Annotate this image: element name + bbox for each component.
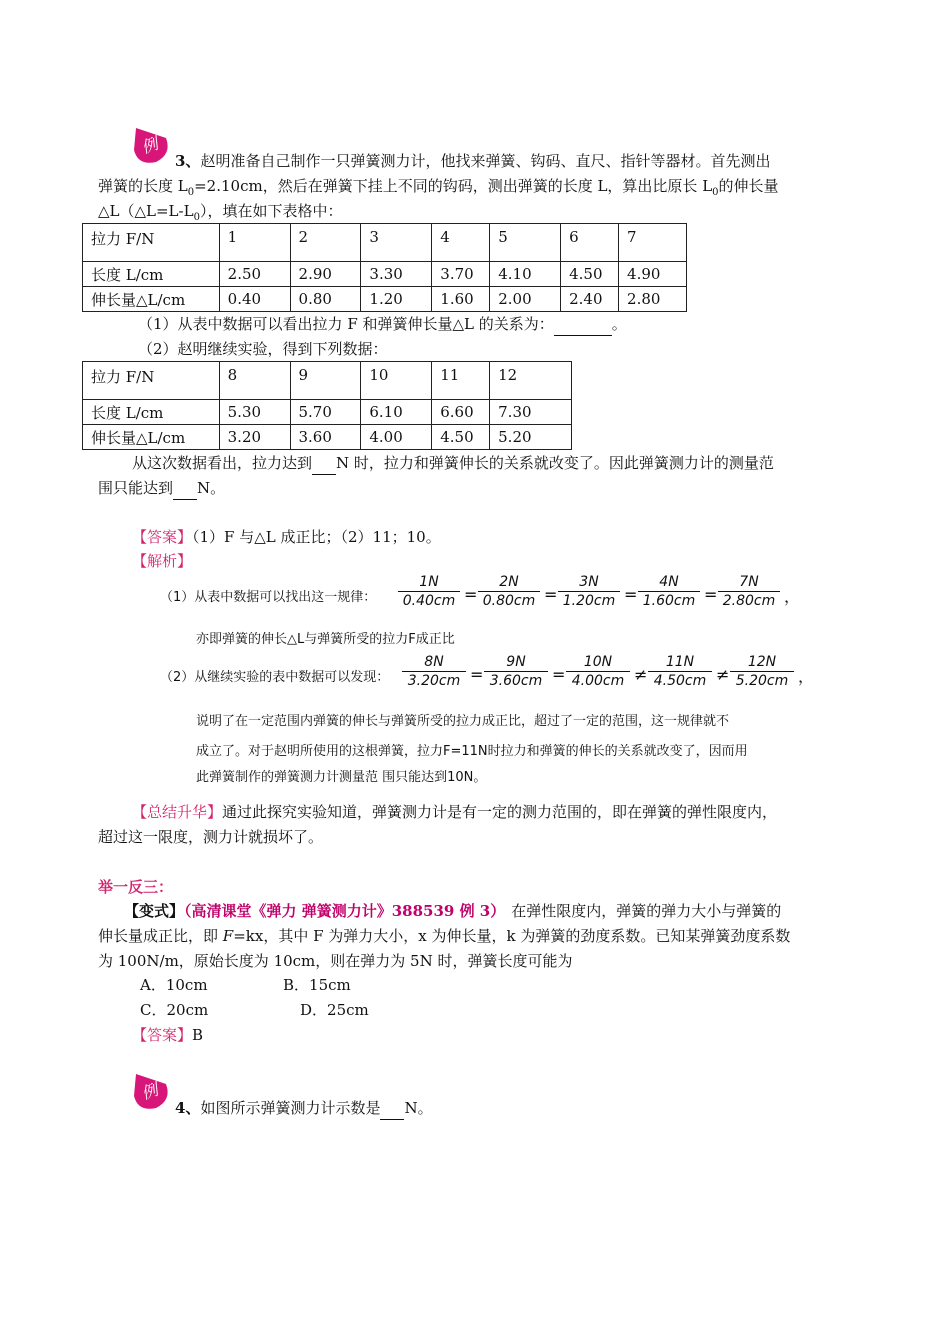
table-cell: 2.00: [490, 287, 561, 312]
table-cell: 4: [432, 224, 490, 262]
analysis-p2-label: （2）从继续实验的表中数据可以发现：: [160, 670, 390, 685]
denominator: 5.20cm: [735, 673, 789, 689]
numerator: 3N: [558, 574, 620, 592]
table-cell: 0.80: [290, 287, 361, 312]
ex3-line3-sub: 0: [193, 212, 200, 223]
fraction: [402, 654, 466, 689]
example-badge-icon: [130, 1070, 172, 1112]
ex3-line3a: △L（△L=L-L: [98, 202, 194, 220]
table-cell: 1: [219, 224, 290, 262]
q1-end: 。: [611, 315, 627, 333]
table-cell: 拉力 F/N: [83, 224, 220, 262]
variant-answer-label: 【答案】: [132, 1026, 193, 1044]
table-cell: 0.40: [219, 287, 290, 312]
ex3-line1-text: 赵明准备自己制作一只弹簧测力计，他找来弹簧、钩码、直尺、指针等器材。首先测出: [200, 152, 771, 170]
ex3-line2b: =2.10cm，然后在弹簧下挂上不同的钩码，测出弹簧的长度 L，算出比原长 L: [194, 177, 713, 195]
comma: ，: [784, 587, 801, 606]
table-cell: 6.10: [361, 400, 432, 425]
example-badge-text: 例: [139, 133, 161, 158]
table-cell: 4.50: [561, 262, 619, 287]
table-cell: 4.90: [619, 262, 687, 287]
variant-line1: [124, 900, 781, 922]
table-cell: 拉力 F/N: [83, 362, 220, 400]
variant-line1-text: 在弹性限度内，弹簧的弹力大小与弹簧的: [511, 902, 782, 920]
answer-blank[interactable]: [173, 477, 197, 500]
analysis-p1-label: （1）从表中数据可以找出这一规律：: [160, 590, 377, 605]
fraction: [558, 574, 620, 609]
denominator: 3.60cm: [489, 673, 543, 689]
after-d: N。: [197, 479, 226, 497]
table-row: [83, 224, 687, 262]
after-a: 从这次数据看出，拉力达到: [132, 454, 313, 472]
equals-sign: =: [704, 585, 718, 604]
ex3-line3b: ），填在如下表格中：: [199, 202, 343, 220]
ex3-line2-sub0: 0: [187, 187, 195, 198]
answer-blank[interactable]: [554, 313, 612, 336]
table-cell: 7: [619, 224, 687, 262]
option-d[interactable]: D．25cm: [300, 1001, 369, 1019]
table-cell: 10: [361, 362, 432, 400]
numerator: 4N: [638, 574, 700, 592]
table-cell: 12: [490, 362, 572, 400]
table-cell: 2.40: [561, 287, 619, 312]
ex3-summary-line2: [98, 826, 323, 848]
analysis-p2-line2: 说明了在一定范围内弹簧的伸长与弹簧所受的拉力成正比，超过了一定的范围，这一规律就不: [196, 714, 730, 729]
denominator: 0.40cm: [402, 593, 456, 609]
table-cell: 6: [561, 224, 619, 262]
variant-line2a: 伸长量成正比，即: [98, 927, 223, 945]
ex3-line2-sub1: 0: [712, 187, 719, 198]
option-b[interactable]: B．15cm: [283, 976, 351, 994]
table-cell: 5.20: [490, 425, 572, 450]
table-cell: 3.60: [290, 425, 361, 450]
variant-answer: [132, 1024, 203, 1046]
numerator: 11N: [648, 654, 712, 672]
table-cell: 4.50: [432, 425, 490, 450]
analysis-p2-line3: 成立了。对于赵明所使用的这根弹簧，拉力F=11N时拉力和弹簧的伸长的关系就改变了，因而用: [196, 744, 748, 759]
analysis-p1-line2: 亦即弹簧的伸长△L与弹簧所受的拉力F成正比: [196, 632, 455, 647]
example-badge-icon: [130, 124, 172, 166]
answer-label: 【答案】: [132, 528, 193, 546]
summary-label: 【总结升华】: [132, 803, 223, 821]
section-title: 举一反三：: [98, 878, 174, 896]
table-cell: 6.60: [432, 400, 490, 425]
ex3-line2c: 的伸长量: [718, 177, 779, 195]
variant-label: 【变式】: [124, 902, 185, 920]
not-equals-sign: ≠: [716, 665, 730, 684]
table-cell: 7.30: [490, 400, 572, 425]
table-cell: 5: [490, 224, 561, 262]
table-cell: 3.70: [432, 262, 490, 287]
ex3-number: 3、: [175, 152, 201, 170]
after-c: 围只能达到: [98, 479, 174, 497]
ex4-text-b: N。: [404, 1099, 433, 1117]
variant-line2-F: F: [222, 927, 234, 945]
fraction: [478, 574, 540, 609]
q2-text: （2）赵明继续实验，得到下列数据：: [138, 340, 388, 358]
fraction: [566, 654, 630, 689]
fraction: [648, 654, 712, 689]
table-cell: 2.50: [219, 262, 290, 287]
table-cell: 2.80: [619, 287, 687, 312]
ex3-question-1: [138, 313, 627, 336]
ex3-summary-line1: [132, 801, 777, 823]
numerator: 7N: [718, 574, 780, 592]
table-cell: 长度 L/cm: [83, 262, 220, 287]
variant-source: （高清课堂《弹力 弹簧测力计》388539 例 3）: [184, 902, 506, 920]
summary-line2: 超过这一限度，测力计就损坏了。: [98, 828, 324, 846]
variant-answer-value: B: [192, 1026, 204, 1044]
data-table-1: [82, 223, 687, 312]
ex3-answer: [132, 526, 441, 548]
ex3-analysis-label: [132, 550, 192, 572]
table-row: [83, 400, 572, 425]
fraction: [398, 574, 460, 609]
table-cell: 长度 L/cm: [83, 400, 220, 425]
comma: ，: [798, 667, 815, 686]
table-cell: 11: [432, 362, 490, 400]
denominator: 1.60cm: [642, 593, 696, 609]
denominator: 4.00cm: [571, 673, 625, 689]
table-cell: 伸长量△L/cm: [83, 425, 220, 450]
q1-text: （1）从表中数据可以看出拉力 F 和弹簧伸长量△L 的关系为：: [138, 315, 554, 333]
fraction: [484, 654, 548, 689]
variant-line3-text: 为 100N/m，原始长度为 10cm，则在弹力为 5N 时，弹簧长度可能为: [98, 952, 573, 970]
ex4-number: 4、: [175, 1099, 201, 1117]
analysis-p2-line4: 此弹簧制作的弹簧测力计测量范 围只能达到10N。: [196, 770, 487, 785]
numerator: 9N: [484, 654, 548, 672]
denominator: 3.20cm: [407, 673, 461, 689]
denominator: 0.80cm: [482, 593, 536, 609]
table-cell: 1.20: [361, 287, 432, 312]
numerator: 2N: [478, 574, 540, 592]
fraction: [730, 654, 794, 689]
table-cell: 8: [219, 362, 290, 400]
table-cell: 2: [290, 224, 361, 262]
denominator: 4.50cm: [653, 673, 707, 689]
table-row: [83, 362, 572, 400]
equals-sign: =: [552, 665, 566, 684]
not-equals-sign: ≠: [634, 665, 648, 684]
ex3-line2a: 弹簧的长度 L: [98, 177, 188, 195]
option-a[interactable]: A．10cm: [140, 976, 208, 994]
fraction: [718, 574, 780, 609]
denominator: 1.20cm: [562, 593, 616, 609]
table-cell: 5.30: [219, 400, 290, 425]
table-cell: 9: [290, 362, 361, 400]
table-row: [83, 287, 687, 312]
variant-line2: [98, 925, 790, 947]
table-row: [83, 425, 572, 450]
equals-sign: =: [464, 585, 478, 604]
ex3-after-line2: [98, 477, 225, 500]
table-cell: 4.00: [361, 425, 432, 450]
table-cell: 2.90: [290, 262, 361, 287]
analysis-block: [160, 570, 820, 790]
variant-line2b: =kx，其中 F 为弹力大小，x 为伸长量，k 为弹簧的劲度系数。已知某弹簧劲度系数: [233, 927, 791, 945]
table-cell: 3: [361, 224, 432, 262]
numerator: 1N: [398, 574, 460, 592]
equals-sign: =: [544, 585, 558, 604]
answer-blank[interactable]: [380, 1097, 404, 1120]
numerator: 8N: [402, 654, 466, 672]
answer-text: （1）F 与△L 成正比；（2）11；10。: [192, 528, 441, 546]
data-table-2: [82, 361, 572, 450]
analysis-label: 【解析】: [132, 552, 193, 570]
numerator: 10N: [566, 654, 630, 672]
ex4-line: [175, 1097, 433, 1120]
equals-sign: =: [470, 665, 484, 684]
answer-blank[interactable]: [312, 452, 336, 475]
ex3-line1: [175, 150, 770, 172]
table-cell: 1.60: [432, 287, 490, 312]
table-row: [83, 262, 687, 287]
fraction: [638, 574, 700, 609]
ex3-after-line1: [132, 452, 774, 475]
table-cell: 4.10: [490, 262, 561, 287]
ex3-question-2: [138, 338, 388, 360]
after-b: N 时，拉力和弹簧伸长的关系就改变了。因此弹簧测力计的测量范: [336, 454, 774, 472]
option-c[interactable]: C．20cm: [140, 1001, 209, 1019]
equals-sign: =: [624, 585, 638, 604]
summary-line1: 通过此探究实验知道，弹簧测力计是有一定的测力范围的，即在弹簧的弹性限度内，: [222, 803, 778, 821]
table-cell: 3.20: [219, 425, 290, 450]
ex4-text-a: 如图所示弹簧测力计示数是: [200, 1099, 381, 1117]
variant-line3: [98, 950, 573, 972]
example-badge-text: 例: [139, 1079, 161, 1104]
numerator: 12N: [730, 654, 794, 672]
table-cell: 3.30: [361, 262, 432, 287]
denominator: 2.80cm: [722, 593, 776, 609]
table-cell: 伸长量△L/cm: [83, 287, 220, 312]
table-cell: 5.70: [290, 400, 361, 425]
